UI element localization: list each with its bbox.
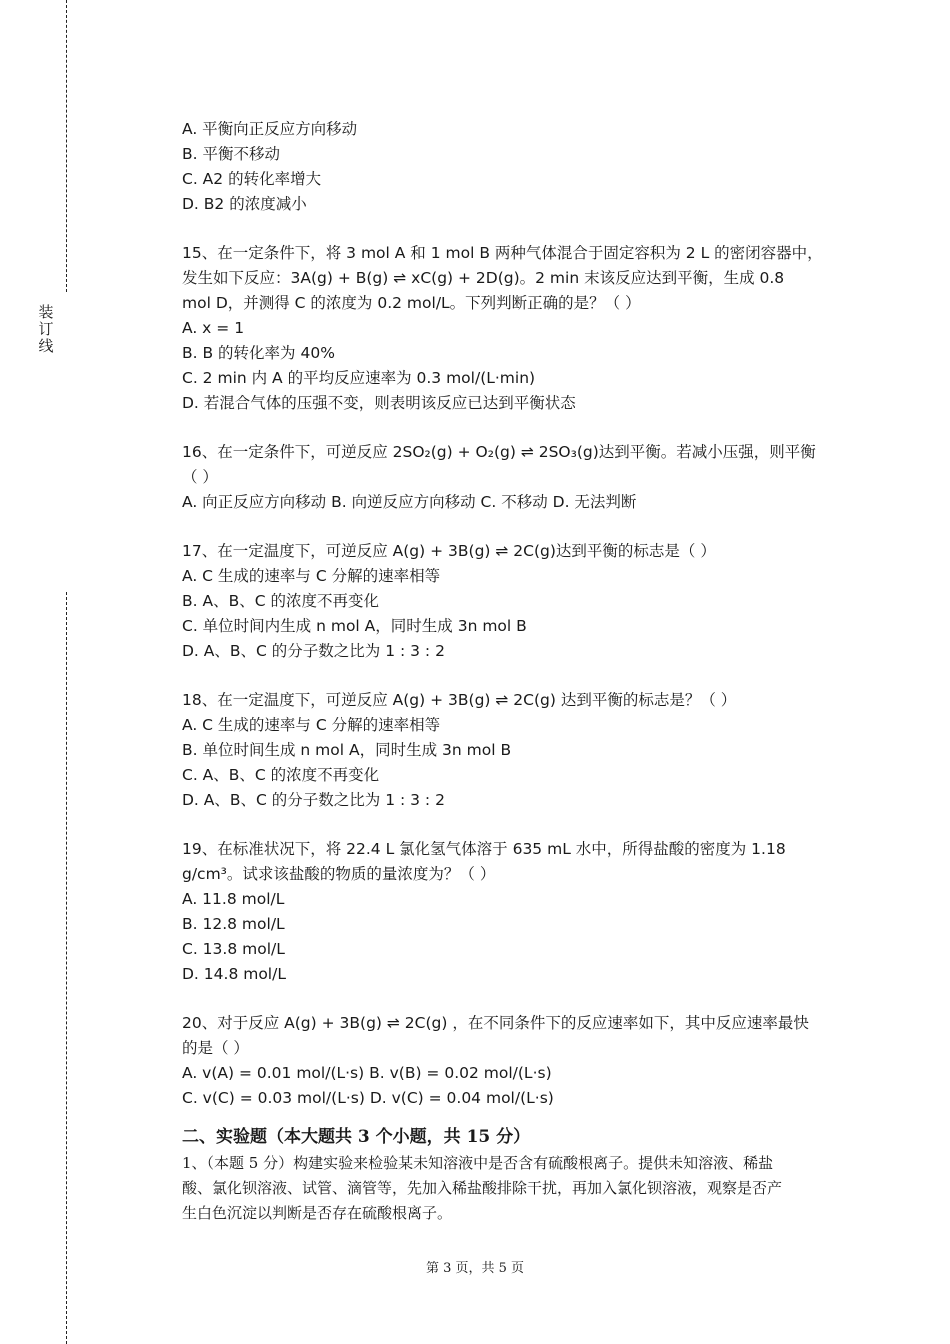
option: B. 平衡不移动 xyxy=(182,145,280,163)
question-17 xyxy=(182,539,847,664)
binding-char: 装 xyxy=(38,303,54,321)
option: D. A、B、C 的分子数之比为 1 : 3 : 2 xyxy=(182,642,445,660)
binding-char: 线 xyxy=(38,337,54,355)
question-text: 酸、氯化钡溶液、试管、滴管等，先加入稀盐酸排除干扰，再加入氯化钡溶液，观察是否产 xyxy=(182,1179,783,1197)
option: B. A、B、C 的浓度不再变化 xyxy=(182,592,379,610)
question-text: 生白色沉淀以判断是否存在硫酸根离子。 xyxy=(182,1204,453,1222)
binding-label xyxy=(37,304,55,355)
question-14-options xyxy=(182,117,847,217)
question-text: 1、（本题 5 分）构建实验来检验某未知溶液中是否含有硫酸根离子。提供未知溶液、稀盐 xyxy=(182,1154,774,1172)
option: C. 13.8 mol/L xyxy=(182,940,285,958)
option: A. 平衡向正反应方向移动 xyxy=(182,120,358,138)
option: A. C 生成的速率与 C 分解的速率相等 xyxy=(182,716,441,734)
option: D. A、B、C 的分子数之比为 1 : 3 : 2 xyxy=(182,791,445,809)
question-19 xyxy=(182,837,847,987)
option: C. A、B、C 的浓度不再变化 xyxy=(182,766,380,784)
question-stem: 17、在一定温度下，可逆反应 A(g) + 3B(g) ⇌ 2C(g)达到平衡的标志是（ ） xyxy=(182,542,716,560)
question-stem: 20、对于反应 A(g) + 3B(g) ⇌ 2C(g) ，在不同条件下的反应速率如下，其中反应速率最快 xyxy=(182,1014,809,1032)
question-16 xyxy=(182,440,847,515)
question-stem: 的是（ ） xyxy=(182,1039,249,1057)
question-stem: g/cm³。试求该盐酸的物质的量浓度为？（ ） xyxy=(182,865,496,883)
question-15 xyxy=(182,241,847,416)
option: C. A2 的转化率增大 xyxy=(182,170,322,188)
option: C. 单位时间内生成 n mol A，同时生成 3n mol B xyxy=(182,617,527,635)
question-stem: 16、在一定条件下，可逆反应 2SO₂(g) + O₂(g) ⇌ 2SO₃(g)达到平衡。若减小压强，则平衡 xyxy=(182,443,816,461)
option: A. C 生成的速率与 C 分解的速率相等 xyxy=(182,567,441,585)
option: A. 向正反应方向移动 B. 向逆反应方向移动 C. 不移动 D. 无法判断 xyxy=(182,493,637,511)
option: B. B 的转化率为 40% xyxy=(182,344,335,362)
question-stem: 19、在标准状况下，将 22.4 L 氯化氢气体溶于 635 mL 水中，所得盐酸的密度为 1.18 xyxy=(182,840,786,858)
question-20 xyxy=(182,1011,847,1111)
option: A. 11.8 mol/L xyxy=(182,890,285,908)
question-18 xyxy=(182,688,847,813)
option: C. v(C) = 0.03 mol/(L·s) D. v(C) = 0.04 mol/(L·s) xyxy=(182,1089,554,1107)
experiment-question-1 xyxy=(182,1151,847,1226)
option: D. 若混合气体的压强不变，则表明该反应已达到平衡状态 xyxy=(182,394,576,412)
question-stem: 18、在一定温度下，可逆反应 A(g) + 3B(g) ⇌ 2C(g) 达到平衡的标志是？（ ） xyxy=(182,691,737,709)
binding-char: 订 xyxy=(38,320,54,338)
question-stem: （ ） xyxy=(182,468,218,486)
option: C. 2 min 内 A 的平均反应速率为 0.3 mol/(L·min) xyxy=(182,369,536,387)
question-stem: 发生如下反应：3A(g) + B(g) ⇌ xC(g) + 2D(g)。2 min 末该反应达到平衡，生成 0.8 xyxy=(182,269,785,287)
option: D. 14.8 mol/L xyxy=(182,965,286,983)
binding-line-top xyxy=(66,0,67,292)
exam-content xyxy=(182,117,847,1226)
option: D. B2 的浓度减小 xyxy=(182,195,307,213)
option: B. 单位时间生成 n mol A，同时生成 3n mol B xyxy=(182,741,512,759)
page-footer: 第 3 页，共 5 页 xyxy=(425,1261,525,1276)
section-title: 二、实验题（本大题共 3 个小题，共 15 分） xyxy=(182,1127,531,1147)
option: A. v(A) = 0.01 mol/(L·s) B. v(B) = 0.02 mol/(L·s) xyxy=(182,1064,552,1082)
option: A. x = 1 xyxy=(182,319,245,337)
question-stem: mol D，并测得 C 的浓度为 0.2 mol/L。下列判断正确的是？（ ） xyxy=(182,294,641,312)
binding-line-bottom xyxy=(66,592,67,1344)
option: B. 12.8 mol/L xyxy=(182,915,285,933)
question-stem: 15、在一定条件下，将 3 mol A 和 1 mol B 两种气体混合于固定容积为 2 L 的密闭容器中， xyxy=(182,244,823,262)
